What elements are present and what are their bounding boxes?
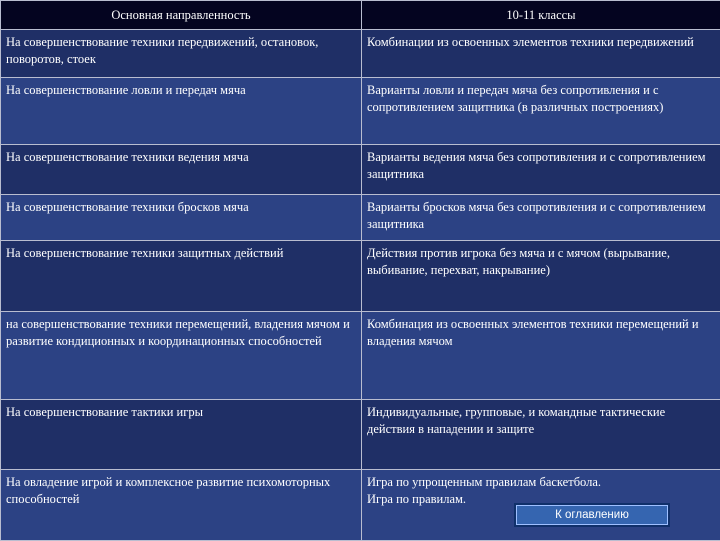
table-row	[1, 241, 720, 312]
table-row	[1, 30, 720, 78]
header-direction: Основная направленность	[1, 1, 362, 30]
row-content-cell: Варианты ловли и передач мяча без сопротивления и с сопротивлением защитника (в различных построениях)	[362, 78, 720, 145]
row-content-cell: Комбинации из освоенных элементов техники передвижений	[362, 30, 720, 78]
row-direction-cell: На овладение игрой и комплексное развитие психомоторных способностей	[1, 470, 362, 541]
table-row	[1, 145, 720, 195]
row-direction-cell: На совершенствование техники защитных действий	[1, 241, 362, 312]
row-content-cell: Варианты ведения мяча без сопротивления и с сопротивлением защитника	[362, 145, 720, 195]
table-row	[1, 400, 720, 470]
row-content-cell: Индивидуальные, групповые, и командные тактические действия в нападении и защите	[362, 400, 720, 470]
table-row	[1, 312, 720, 400]
table-row	[1, 195, 720, 241]
back-to-contents-button[interactable]: К оглавлению	[516, 505, 668, 525]
row-direction-cell: На совершенствование техники бросков мяча	[1, 195, 362, 241]
row-direction-cell: На совершенствование ловли и передач мяча	[1, 78, 362, 145]
header-grades: 10-11 классы	[362, 1, 720, 30]
row-content-cell: Комбинация из освоенных элементов техники перемещений и владения мячом	[362, 312, 720, 400]
row-direction-cell: На совершенствование техники ведения мяча	[1, 145, 362, 195]
row-content-cell: Игра по упрощенным правилам баскетбола. Игра по правилам.	[362, 470, 720, 541]
row-content-cell: Действия против игрока без мяча и с мячом (вырывание, выбивание, перехват, накрывание)	[362, 241, 720, 312]
row-content-cell: Варианты бросков мяча без сопротивления и с сопротивлением защитника	[362, 195, 720, 241]
table-header-row	[1, 1, 720, 30]
row-direction-cell: На совершенствование тактики игры	[1, 400, 362, 470]
table-row	[1, 78, 720, 145]
row-direction-cell: На совершенствование техники передвижений, остановок, поворотов, стоек	[1, 30, 362, 78]
row-direction-cell: на совершенствование техники перемещений, владения мячом и развитие кондиционных и координационных способностей	[1, 312, 362, 400]
